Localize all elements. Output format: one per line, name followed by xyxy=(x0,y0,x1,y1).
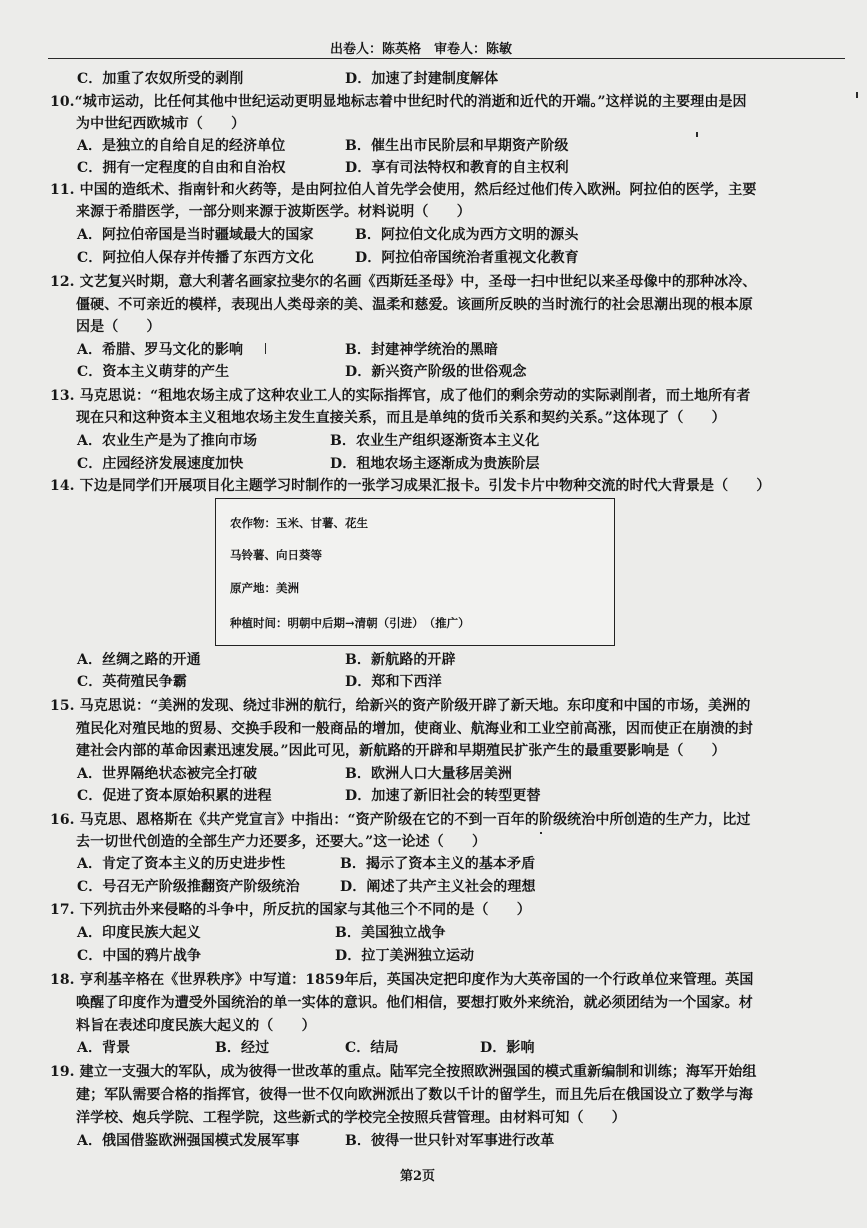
line-q16-c: C．号召无产阶级推翻资产阶级统治 xyxy=(77,879,300,895)
line-q15-a: A．世界隔绝状态被完全打破 xyxy=(77,766,258,782)
line-q14-d: D．郑和下西洋 xyxy=(345,674,442,690)
line-q11-stem1: 11. 中国的造纸术、指南针和火药等，是由阿拉伯人首先学会使用，然后经过他们传入欧洲。阿拉伯的医学，主要 xyxy=(50,182,757,198)
line-q12-c: C．资本主义萌芽的产生 xyxy=(77,364,230,380)
line-q17-d: D．拉丁美洲独立运动 xyxy=(335,948,475,964)
line-q10-d: D．享有司法特权和教育的自主权利 xyxy=(345,160,569,176)
line-q9-d: D．加速了封建制度解体 xyxy=(345,71,499,87)
line-q13-d: D．租地农场主逐渐成为贵族阶层 xyxy=(330,456,540,472)
line-q19-stem1: 19. 建立一支强大的军队，成为彼得一世改革的重点。陆军完全按照欧洲强国的模式重新编制和训练；海军开始组 xyxy=(50,1064,757,1080)
line-q14-c: C．英荷殖民争霸 xyxy=(77,674,187,690)
line-q15-stem3: 建社会内部的革命因素迅速发展。”因此可见，新航路的开辟和早期殖民扩张产生的最重要影响是（ ） xyxy=(76,743,726,759)
scan-speck xyxy=(540,832,542,834)
line-q16-stem2: 去一切世代创造的全部生产力还要多，还要大。”这一论述（ ） xyxy=(76,834,487,850)
line-q10-a: A．是独立的自给自足的经济单位 xyxy=(77,138,286,154)
header-rule xyxy=(48,58,845,59)
line-q9-c: C．加重了农奴所受的剥削 xyxy=(77,71,244,87)
line-q15-stem1: 15. 马克思说：“美洲的发现、绕过非洲的航行，给新兴的资产阶级开辟了新天地。东印度和中国的市场，美洲的 xyxy=(50,698,751,714)
line-q18-d: D．影响 xyxy=(480,1040,535,1056)
line-q18-a: A．背景 xyxy=(77,1040,131,1056)
line-q14-b: B．新航路的开辟 xyxy=(345,652,456,668)
line-q17-c: C．中国的鸦片战争 xyxy=(77,948,202,964)
scan-speck xyxy=(696,132,698,137)
line-q11-c: C．阿拉伯人保存并传播了东西方文化 xyxy=(77,250,314,266)
line-q18-stem3: 料旨在表述印度民族大起义的（ ） xyxy=(76,1018,316,1034)
page-number: 第2页 xyxy=(400,1169,436,1184)
card-line-crops: 农作物：玉米、甘薯、花生 xyxy=(230,516,368,530)
line-q16-stem1: 16. 马克思、恩格斯在《共产党宣言》中指出：“资产阶级在它的不到一百年的阶级统治中所创造的生产力，比过 xyxy=(50,812,751,828)
line-q17-stem: 17. 下列抗击外来侵略的斗争中，所反抗的国家与其他三个不同的是（ ） xyxy=(50,902,531,918)
card-line-origin: 原产地：美洲 xyxy=(230,581,299,595)
header-authors: 出卷人：陈英格 审卷人：陈敏 xyxy=(330,42,513,57)
line-q12-b: B．封建神学统治的黑暗 xyxy=(345,342,498,358)
line-q11-b: B．阿拉伯文化成为西方文明的源头 xyxy=(355,227,579,243)
line-q19-b: B．彼得一世只针对军事进行改革 xyxy=(345,1133,555,1149)
line-q16-d: D．阐述了共产主义社会的理想 xyxy=(340,879,536,895)
line-q18-stem2: 唤醒了印度作为遭受外国统治的单一实体的意识。他们相信，要想打败外来统治，就必须团结为一个国家。材 xyxy=(76,995,753,1011)
line-q16-a: A．肯定了资本主义的历史进步性 xyxy=(77,856,286,872)
line-q12-stem2: 僵硬、不可亲近的模样，表现出人类母亲的美、温柔和慈爱。该画所反映的当时流行的社会思潮出现的根本原 xyxy=(76,297,753,313)
line-q19-stem2: 建；军队需要合格的指挥官，彼得一世不仅向欧洲派出了数以千计的留学生，而且先后在俄国设立了数学与海 xyxy=(76,1087,753,1103)
line-q17-a: A．印度民族大起义 xyxy=(77,925,201,941)
card-line-time: 种植时间：明朝中后期→清朝（引进） （推广） xyxy=(230,616,470,630)
line-q13-stem2: 现在只和这种资本主义租地农场主发生直接关系，而且是单纯的货币关系和契约关系。”这体现了（ ） xyxy=(76,410,726,426)
line-q10-c: C．拥有一定程度的自由和自治权 xyxy=(77,160,286,176)
line-q15-stem2: 殖民化对殖民地的贸易、交换手段和一般商品的增加，使商业、航海业和工业空前高涨，因而使正在崩溃的封 xyxy=(76,721,753,737)
line-q19-stem3: 洋学校、炮兵学院、工程学院，这些新式的学校完全按照兵营管理。由材料可知（ ） xyxy=(76,1110,626,1126)
line-q11-d: D．阿拉伯帝国统治者重视文化教育 xyxy=(355,250,579,266)
line-q15-c: C．促进了资本原始积累的进程 xyxy=(77,788,272,804)
card-line-crops-2: 马铃薯、向日葵等 xyxy=(230,548,322,562)
line-q12-a: A．希腊、罗马文化的影响 xyxy=(77,342,244,358)
line-q11-a: A．阿拉伯帝国是当时疆域最大的国家 xyxy=(77,227,314,243)
line-q12-stem1: 12. 文艺复兴时期，意大利著名画家拉斐尔的名画《西斯廷圣母》中，圣母一扫中世纪以来圣母像中的那种冰冷、 xyxy=(50,274,757,290)
line-q13-stem1: 13. 马克思说：“租地农场主成了这种农业工人的实际指挥官，成了他们的剩余劳动的实际剥削者，而土地所有者 xyxy=(50,388,751,404)
line-q13-b: B．农业生产组织逐渐资本主义化 xyxy=(330,433,540,449)
line-q10-stem1: 10.“城市运动，比任何其他中世纪运动更明显地标志着中世纪时代的消逝和近代的开端。”这样说的主要理由是因 xyxy=(50,94,747,110)
line-q14-a: A．丝绸之路的开通 xyxy=(77,652,201,668)
study-report-card xyxy=(215,498,615,646)
scan-speck xyxy=(265,343,266,354)
line-q10-stem2: 为中世纪西欧城市（ ） xyxy=(76,116,246,132)
line-q18-b: B．经过 xyxy=(215,1040,270,1056)
line-q13-c: C．庄园经济发展速度加快 xyxy=(77,456,244,472)
line-q11-stem2: 来源于希腊医学，一部分则来源于波斯医学。材料说明（ ） xyxy=(76,204,471,220)
line-q15-d: D．加速了新旧社会的转型更替 xyxy=(345,788,541,804)
line-q12-d: D．新兴资产阶级的世俗观念 xyxy=(345,364,527,380)
line-q15-b: B．欧洲人口大量移居美洲 xyxy=(345,766,513,782)
line-q14-stem: 14. 下边是同学们开展项目化主题学习时制作的一张学习成果汇报卡。引发卡片中物种交流的时代大背景是（ ） xyxy=(50,478,771,494)
line-q10-b: B．催生出市民阶层和早期资产阶级 xyxy=(345,138,569,154)
line-q16-b: B．揭示了资本主义的基本矛盾 xyxy=(340,856,536,872)
line-q18-stem1: 18. 亨利基辛格在《世界秩序》中写道：1859年后，英国决定把印度作为大英帝国的一个行政单位来管理。英国 xyxy=(50,972,754,988)
line-q13-a: A．农业生产是为了推向市场 xyxy=(77,433,258,449)
line-q19-a: A．俄国借鉴欧洲强国模式发展军事 xyxy=(77,1133,300,1149)
line-q17-b: B．美国独立战争 xyxy=(335,925,446,941)
line-q12-stem3: 因是（ ） xyxy=(76,319,161,335)
scan-speck xyxy=(856,92,858,98)
line-q18-c: C．结局 xyxy=(345,1040,399,1056)
